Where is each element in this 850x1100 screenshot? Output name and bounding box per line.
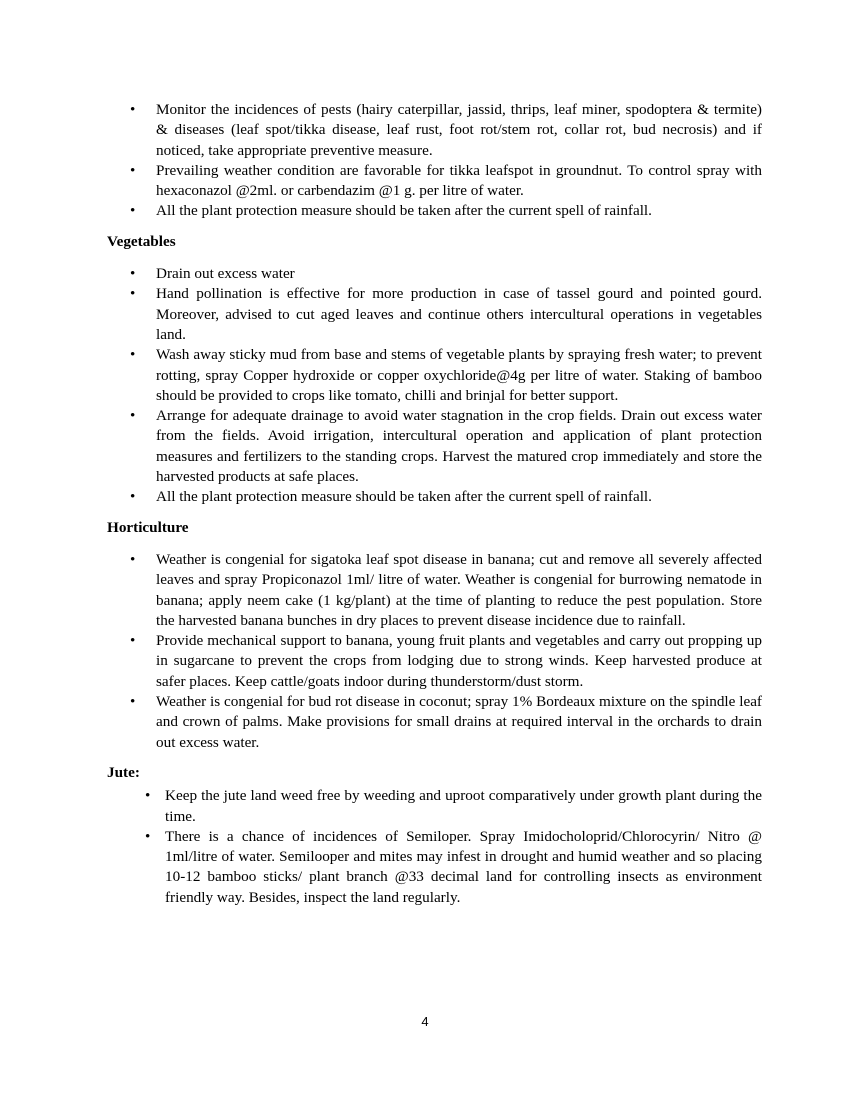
page-content — [107, 100, 762, 908]
list-item-text: Wash away sticky mud from base and stems of vegetable plants by spraying fresh water; to prevent rotting, spray Copper hydroxide or copper oxychloride@4g per litre of water. Staking of bamboo should be provided to crops like tomato, chilli and brinjal for better support. — [156, 346, 762, 404]
list-item — [107, 161, 762, 202]
list-item-text: There is a chance of incidences of Semiloper. Spray Imidocholoprid/Chlorocyrin/ Nitro @ 1ml/litre of water. Semilooper and mites may infest in drought and humid weather and so placing 10-12 bamboo sticks/ plant branch @33 decimal land for controlling insects as environment friendly way. Besides, inspect the land regularly. — [165, 827, 762, 906]
bullet-icon: • — [130, 550, 136, 568]
list-item-text: All the plant protection measure should be taken after the current spell of rainfall. — [156, 488, 652, 506]
list-item-text: All the plant protection measure should be taken after the current spell of rainfall. — [156, 202, 652, 220]
list-item-text: Keep the jute land weed free by weeding and uproot comparatively under growth plant during the time. — [165, 787, 762, 825]
list-item — [107, 264, 762, 284]
horticulture-advisory-list — [107, 550, 762, 753]
bullet-icon: • — [145, 787, 151, 805]
list-item-text: Arrange for adequate drainage to avoid water stagnation in the crop fields. Drain out excess water from the fields. Avoid irrigation, intercultural operation and application of plant protection measures and fertilizers to the standing crops. Harvest the matured crop immediately and store the harvested products at safe places. — [156, 407, 762, 486]
bullet-icon: • — [130, 488, 136, 506]
bullet-icon: • — [130, 265, 136, 283]
list-item — [107, 345, 762, 406]
list-item — [107, 406, 762, 487]
list-item — [107, 631, 762, 692]
list-item-text: Hand pollination is effective for more production in case of tassel gourd and pointed gourd. Moreover, advised to cut aged leaves and continue others intercultural operations in vegetables land. — [156, 285, 762, 343]
bullet-icon: • — [130, 161, 136, 179]
list-item — [107, 201, 762, 221]
bullet-icon: • — [130, 632, 136, 650]
vegetables-heading: Vegetables — [107, 232, 176, 250]
list-item — [107, 487, 762, 507]
bullet-icon: • — [130, 101, 136, 118]
horticulture-heading: Horticulture — [107, 518, 189, 536]
bullet-icon: • — [130, 346, 136, 364]
list-item — [107, 827, 762, 908]
list-item-text: Drain out excess water — [156, 265, 295, 283]
list-item — [107, 284, 762, 345]
list-item-text: Weather is congenial for sigatoka leaf spot disease in banana; cut and remove all severely affected leaves and spray Propiconazol 1ml/ litre of water. Weather is congenial for burrowing nematode in banana; apply neem cake (1 kg/plant) at the time of planting to reduce the pest population. Store the harvested banana bunches in dry places to prevent disease incidence due to rainfall. — [156, 550, 762, 629]
page-number: 4 — [421, 1014, 429, 1029]
jute-heading: Jute: — [107, 763, 140, 781]
list-item — [107, 692, 762, 753]
groundnut-advisory-list — [107, 100, 762, 222]
list-item-text: Weather is congenial for bud rot disease in coconut; spray 1% Bordeaux mixture on the spindle leaf and crown of palms. Make provisions for small drains at required interval in the orchards to drain out excess water. — [156, 693, 762, 751]
bullet-icon: • — [130, 202, 136, 220]
list-item-text: Prevailing weather condition are favorable for tikka leafspot in groundnut. To control spray with hexaconazol @2ml. or carbendazim @1 g. per litre of water. — [156, 161, 762, 200]
list-item-text: Provide mechanical support to banana, young fruit plants and vegetables and carry out propping up in sugarcane to prevent the crops from lodging due to strong winds. Keep harvested produce at safer places. Keep cattle/goats indoor during thunderstorm/dust storm. — [156, 632, 762, 690]
jute-advisory-list — [107, 786, 762, 908]
list-item — [107, 100, 762, 161]
list-item — [107, 550, 762, 631]
list-item — [107, 786, 762, 827]
list-item-text: Monitor the incidences of pests (hairy caterpillar, jassid, thrips, leaf miner, spodoptera & termite) & diseases (leaf spot/tikka disease, leaf rust, foot rot/stem rot, collar rot, bud necrosis) and if noticed, take appropriate preventive measure. — [156, 101, 762, 159]
bullet-icon: • — [130, 407, 136, 425]
bullet-icon: • — [130, 693, 136, 711]
bullet-icon: • — [130, 285, 136, 303]
vegetables-advisory-list — [107, 264, 762, 508]
bullet-icon: • — [145, 827, 151, 845]
